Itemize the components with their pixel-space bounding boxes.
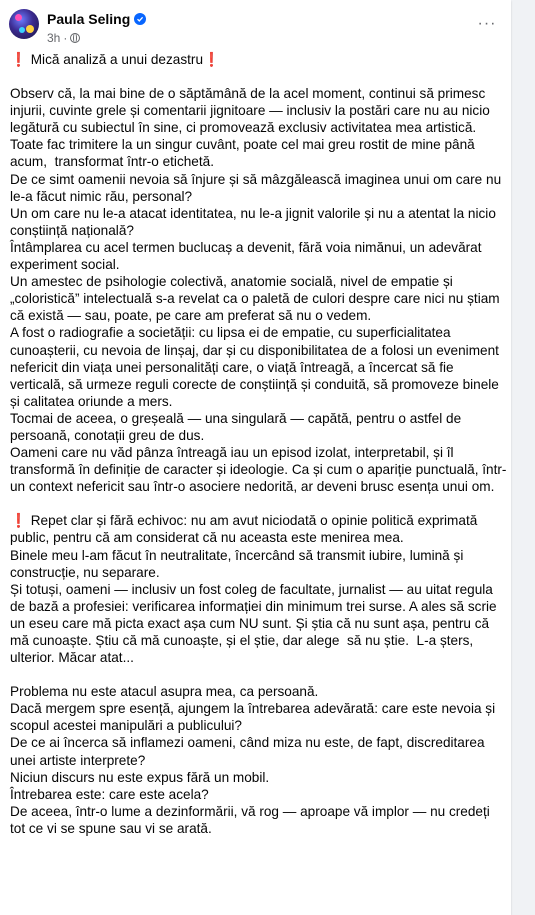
post-paragraph: A fost o radiografie a societății: cu lipsa ei de empatie, cu superficialitatea cunoașterii, cu nevoia de linșaj, dar și cu disponibilitatea de a folosi un eveniment nefericit din viața unei personalități care, o viață întreagă, a încercat să fie verticală, să urmeze reguli corecte de conștiință și conduită, să promoveze binele și calitatea oriunde a mers. <box>10 325 503 409</box>
post-paragraph: De ce simt oamenii nevoia să înjure și să mâzgălească imaginea unui om care nu le-a făcut nimic rău, personal? <box>10 171 505 204</box>
paragraph-gap <box>10 495 508 512</box>
exclamation-icon: ❗ <box>203 52 220 67</box>
post-title <box>10 51 508 68</box>
post-paragraph-text: Repet clar și fără echivoc: nu am avut niciodată o opinie politică exprimată public, pentru că am considerat că nu aceasta este menirea mea. <box>10 513 482 546</box>
post-time[interactable]: 3h <box>47 31 61 45</box>
paragraph-gap <box>10 68 508 85</box>
paragraph-block-2 <box>10 547 508 667</box>
post-paragraph: De aceea, într-o lume a dezinformării, vă rog — aproape vă implor — nu credeți tot ce vi se spune sau vi se arată. <box>10 803 494 836</box>
avatar-accent <box>15 14 22 21</box>
more-options-button[interactable] <box>477 14 497 34</box>
more-icon: ··· <box>477 15 497 32</box>
post-paragraph: Binele meu l-am făcut în neutralitate, încercând să transmit iubire, lumină și construcție, nu separare. <box>10 547 468 580</box>
post-paragraph: Un om care nu le-a atacat identitatea, nu le-a jignit valorile și nu a atentat la nicio conștiință națională? <box>10 205 500 238</box>
author-name[interactable]: Paula Seling <box>47 11 131 27</box>
avatar-accent <box>26 25 34 33</box>
paragraph-block-1 <box>10 85 508 495</box>
post-paragraph: Oameni care nu văd pânza întreagă iau un episod izolat, interpretabil, și îl transformă în definiție de caracter și ideologie. Ca și cum o apariție punctuală, într-un context nefericit sau într-o asociere nedorită, ar deveni brusc esența unui om. <box>10 445 507 495</box>
post-header <box>0 0 511 50</box>
post-paragraph: Niciun discurs nu este expus fără un mobil. <box>10 769 270 785</box>
post-paragraph: Toate fac trimitere la un singur cuvânt, poate cel mai greu rostit de mine până acum, transformat într-o etichetă. <box>10 137 479 170</box>
paragraph-gap <box>10 666 508 683</box>
post-body <box>10 51 508 837</box>
post-paragraph: Întâmplarea cu acel termen buclucaș a devenit, fără voia nimănui, un adevărat experiment social. <box>10 239 486 273</box>
exclamation-icon: ❗ <box>10 513 27 529</box>
post-paragraph: Un amestec de psihologie colectivă, anatomie socială, nivel de empatie și „coloristică” intelectuală s-a revelat ca o paletă de culori despre care nici nu știam că există — sau, poate, pe care am preferat să nu o vedem. <box>10 274 504 324</box>
globe-icon[interactable] <box>70 33 80 43</box>
post-paragraph: De ce ai încerca să inflamezi oameni, când miza nu este, de fapt, discreditarea unei artiste interprete? <box>10 735 489 768</box>
post-meta <box>47 31 80 45</box>
post-paragraph: Tocmai de aceea, o greșeală — una singulară — capătă, pentru o astfel de persoană, conotații greu de dus. <box>10 410 465 443</box>
post-paragraph: Observ că, la mai bine de o săptămână de la acel moment, continui să primesc injurii, cuvinte grele și comentarii jignitoare — inclusiv la postări care nu au nicio legătură cu subiectul în sine, ci promovează exclusiv activitatea mea artistică. <box>10 86 494 136</box>
post-paragraph: Dacă mergem spre esență, ajungem la întrebarea adevărată: care este nevoia și scopul acestei manipulări a publicului? <box>10 701 499 734</box>
author-row <box>47 11 146 27</box>
post-paragraph: Problema nu este atacul asupra mea, ca persoană. <box>10 684 319 700</box>
exclamation-icon: ❗ <box>10 52 27 67</box>
post-title-text: Mică analiză a unui dezastru <box>30 52 204 67</box>
post-paragraph: Și totuși, oameni — inclusiv un fost coleg de facultate, jurnalist — au uitat regula de bază a profesiei: verificarea informației din minimum trei surse. A ales să scrie un eseu care mă picta exact așa cum NU sunt. Și știa că nu sunt așa, pentru că mă cunoaște. Știu că mă cunoaște, și el știe, dar alege să nu știe. L-a șters, ulterior. Măcar atat... <box>10 581 501 666</box>
meta-separator: · <box>63 31 68 45</box>
post-paragraph: Întrebarea este: care este acela? <box>10 786 209 802</box>
paragraph-block-3 <box>10 683 508 837</box>
post-paragraph <box>10 512 508 546</box>
author-avatar[interactable] <box>9 9 39 39</box>
avatar-accent <box>19 27 25 33</box>
verified-badge-icon <box>134 13 146 25</box>
